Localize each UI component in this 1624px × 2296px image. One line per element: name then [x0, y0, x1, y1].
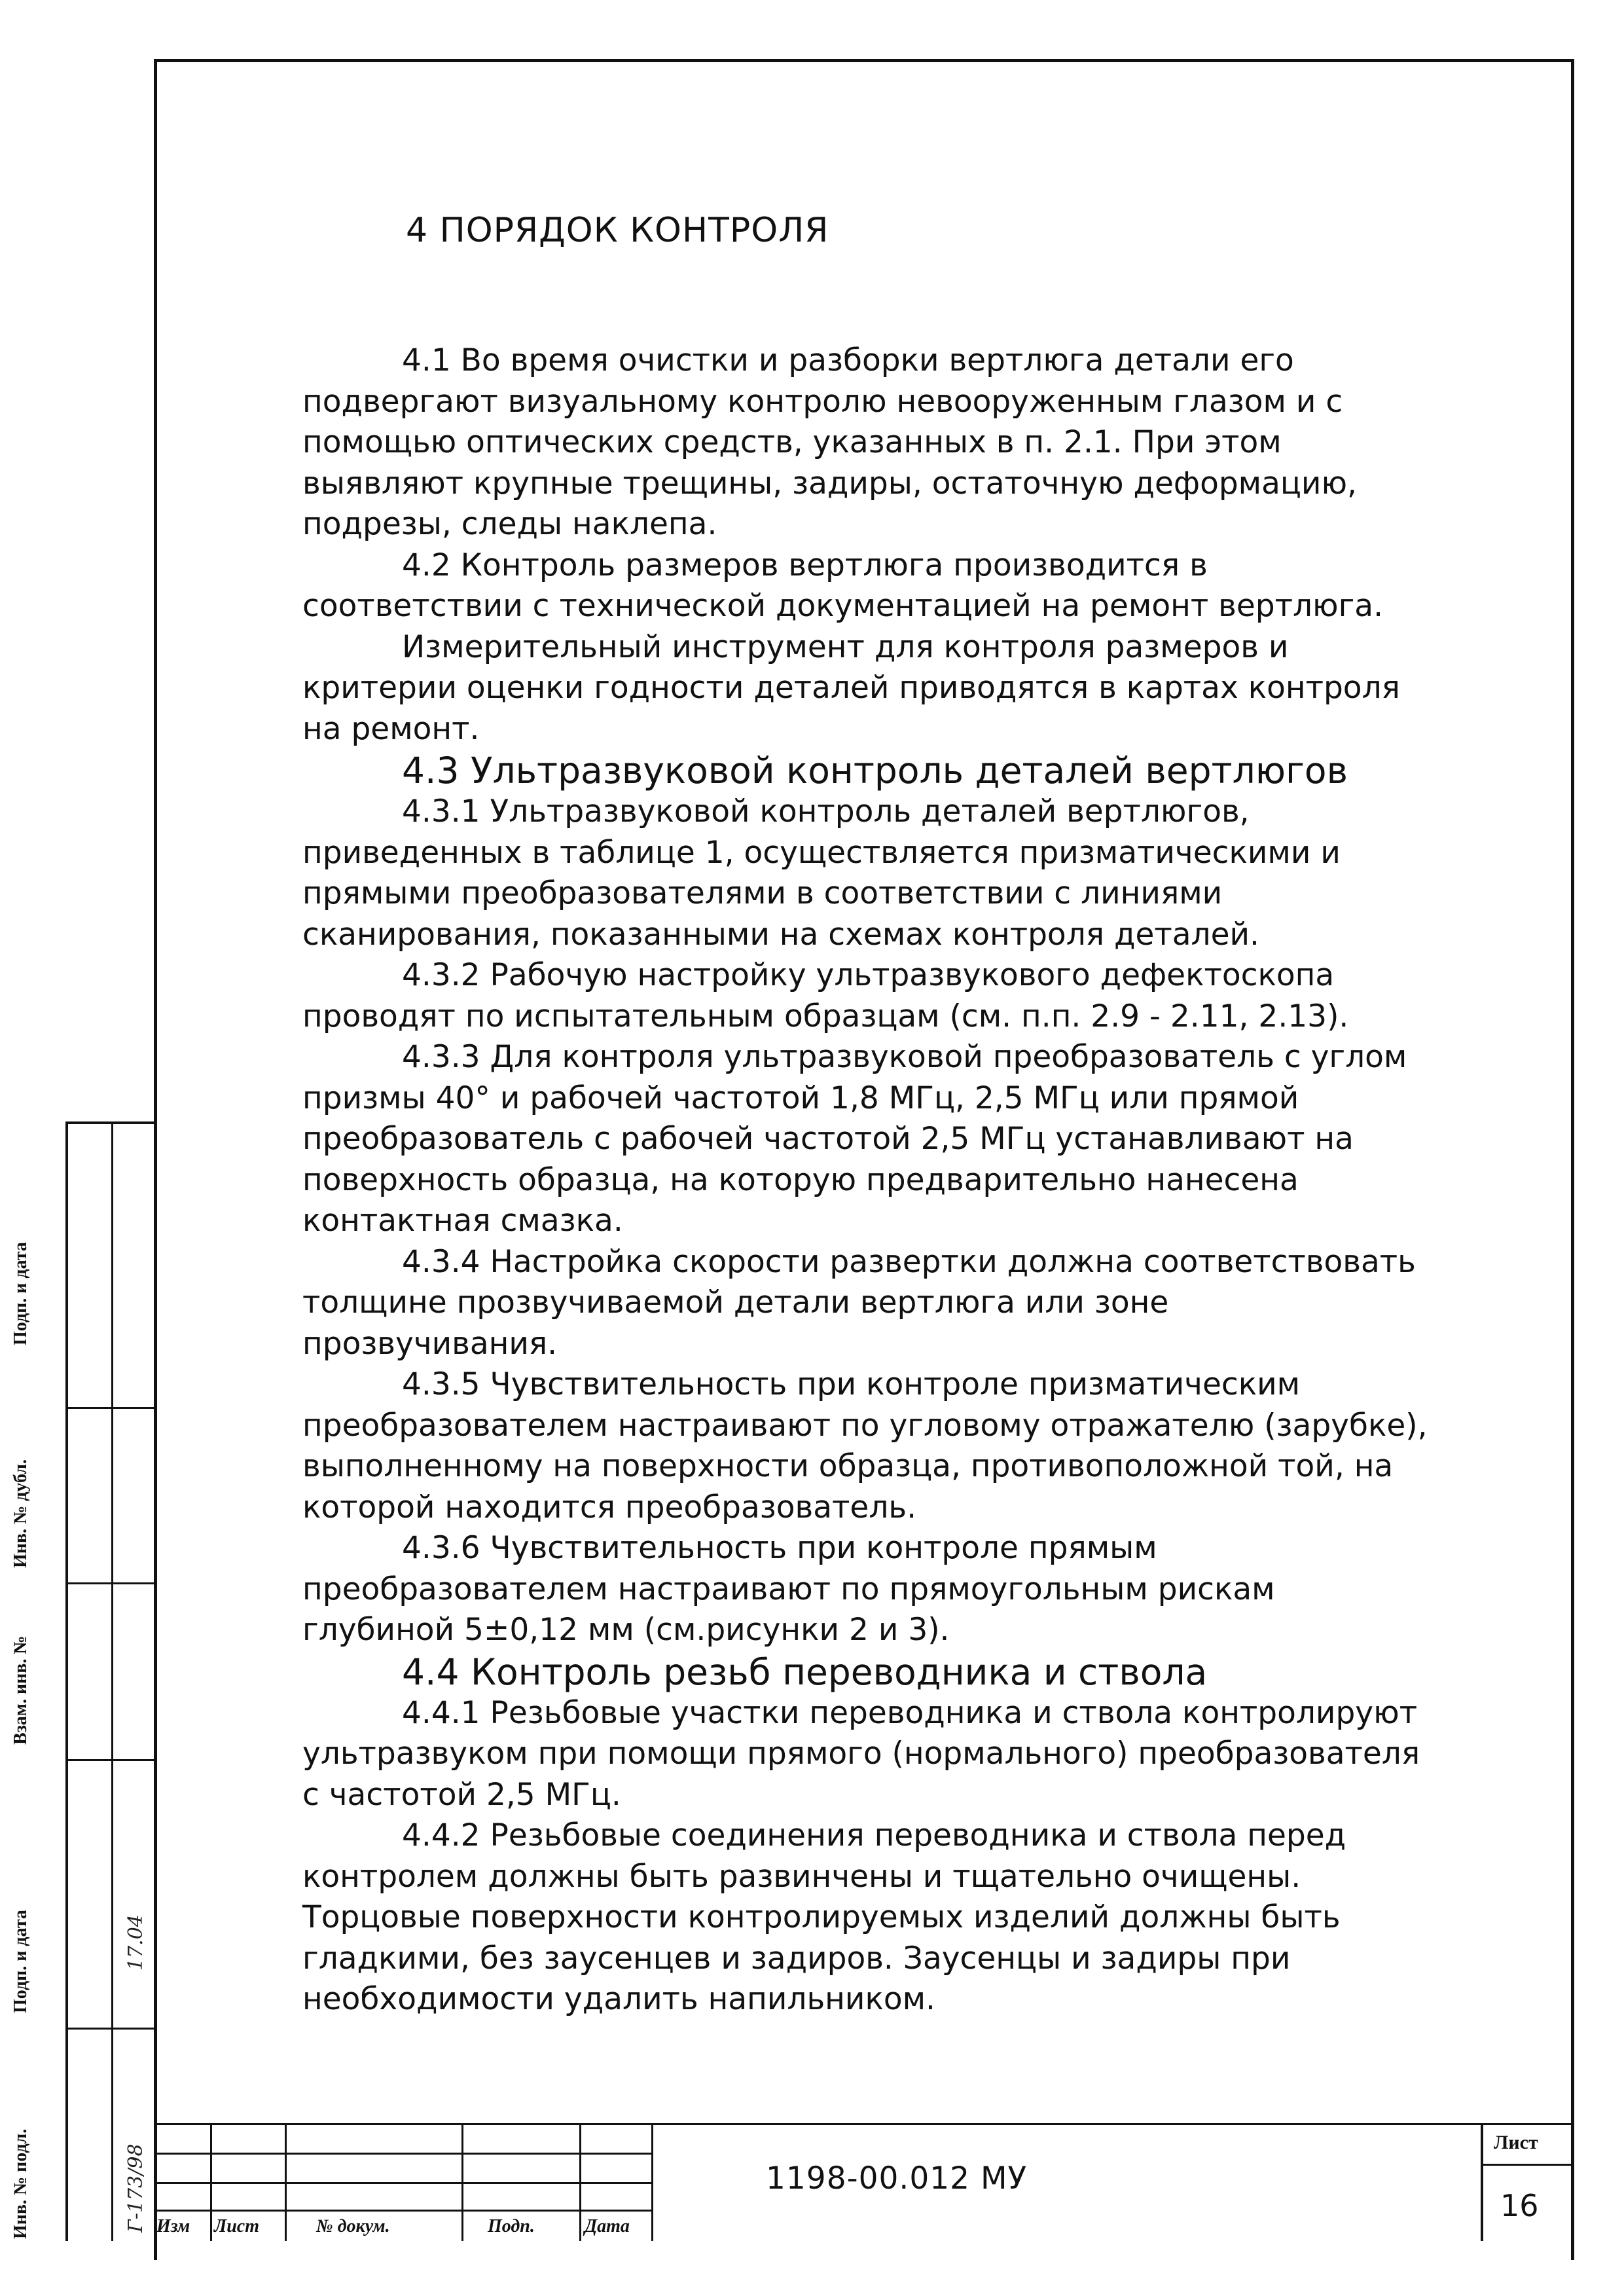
sheet-number: 16 — [1500, 2188, 1539, 2223]
paragraph: 4.3.1 Ультразвуковой контроль деталей вертлюгов, приведенных в таблице 1, осуществляется призматическими и прямыми преобразователями в соответствии с линиями сканирования, показанными на схемах контроля деталей. — [302, 793, 1341, 953]
paragraph: 4.4 Контроль резьб переводника и ствола — [402, 1650, 1208, 1693]
paragraph: 4.2 Контроль размеров вертлюга производится в соответствии с технической документацией на ремонт вертлюга. — [302, 547, 1384, 624]
col-list: Лист — [214, 2216, 259, 2236]
paragraph: 4.3.6 Чувствительность при контроле прямым преобразователем настраивают по прямоугольным рискам глубиной 5±0,12 мм (см.рисунки 2 и 3). — [302, 1530, 1275, 1648]
paragraph: 4.4.2 Резьбовые соединения переводника и ствола перед контролем должны быть развинчены и тщательно очищены. Торцовые поверхности контролируемых изделий должны быть гладкими, без заусенцев и задиров. Заусенцы и задиры при необходимости удалить напильником. — [302, 1817, 1346, 2017]
paragraph: Измерительный инструмент для контроля размеров и критерии оценки годности деталей приводятся в картах контроля на ремонт. — [302, 629, 1400, 747]
paragraph: 4.3.5 Чувствительность при контроле призматическим преобразователем настраивают по угловому отражателю (зарубке), выполненному на поверхности образца, противоположной той, на которой находится преобразователь. — [302, 1366, 1428, 1525]
paragraph: 4.3.3 Для контроля ультразвуковой преобразователь с углом призмы 40° и рабочей частотой 1,8 МГц, 2,5 МГц или прямой преобразователь с рабочей частотой 2,5 МГц устанавливают на поверхность образца, на которую предварительно нанесена контактная смазка. — [302, 1039, 1407, 1239]
paragraph: 4.4.1 Резьбовые участки переводника и ствола контролируют ультразвуком при помощи прямого (нормального) преобразователя с частотой 2,5 МГц. — [302, 1694, 1420, 1813]
col-podp: Подп. — [488, 2216, 535, 2236]
col-date: Дата — [585, 2216, 630, 2236]
document-code: 1198-00.012 МУ — [766, 2160, 1028, 2196]
paragraph: 4.3.4 Настройка скорости развертки должна соответствовать толщине прозвучиваемой детали вертлюга или зоне прозвучивания. — [302, 1243, 1416, 1362]
col-izm: Изм — [156, 2216, 190, 2236]
paragraph: 4.1 Во время очистки и разборки вертлюга детали его подвергают визуальному контролю невооруженным глазом и с помощью оптических средств, указанных в п. 2.1. При этом выявляют крупные трещины, задиры, остаточную деформацию, подрезы, следы наклепа. — [302, 342, 1357, 542]
paragraph: 4.3 Ультразвуковой контроль деталей вертлюгов — [402, 750, 1348, 792]
side-stamp-strip — [65, 1121, 154, 2241]
col-doc: № докум. — [316, 2216, 390, 2236]
body-text — [302, 340, 1428, 2020]
paragraph: 4.3.2 Рабочую настройку ультразвукового дефектоскопа проводят по испытательным образцам (см. п.п. 2.9 - 2.11, 2.13). — [302, 957, 1349, 1034]
sheet-label: Лист — [1494, 2132, 1538, 2153]
section-heading: 4 ПОРЯДОК КОНТРОЛЯ — [406, 211, 829, 250]
